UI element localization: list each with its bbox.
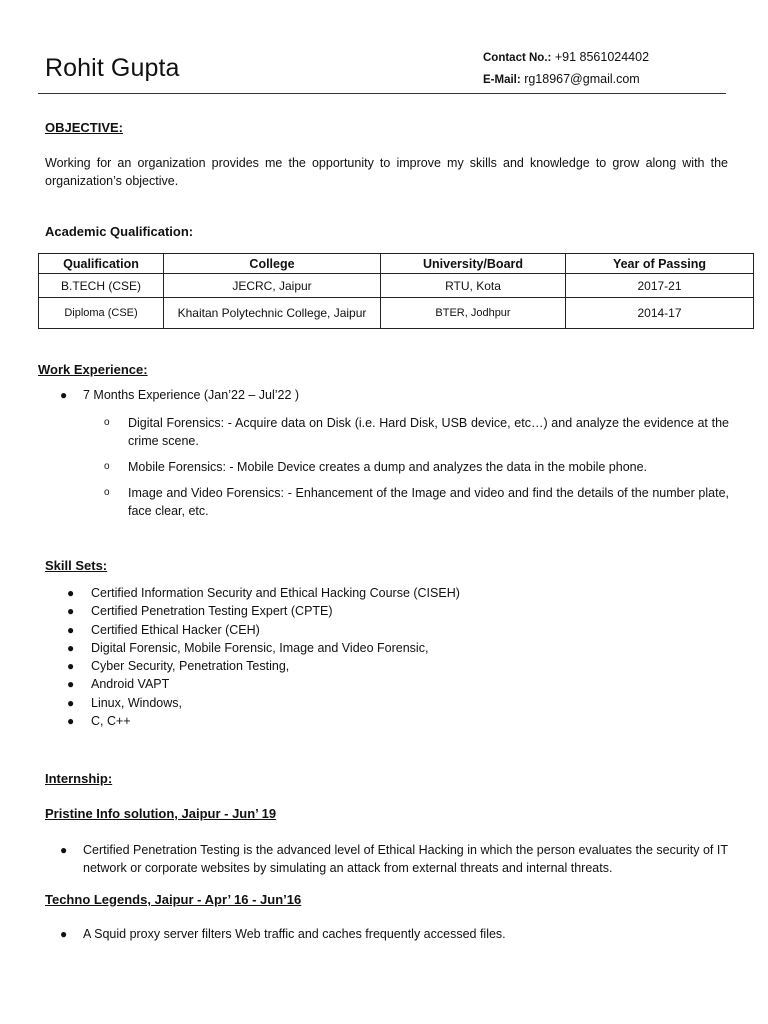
contact-email-line (483, 69, 649, 91)
internship-techno-list (60, 927, 728, 941)
objective-text: Working for an organization provides me the opportunity to improve my skills and knowledge to grow along with the organization’s objective. (45, 156, 728, 188)
skill-text: Certified Ethical Hacker (CEH) (91, 622, 260, 637)
bullet-icon: ● (67, 659, 75, 674)
column-header-college: College (164, 254, 381, 274)
skills-list (67, 584, 727, 730)
list-item (60, 841, 728, 877)
table-cell: Diploma (CSE) (39, 298, 164, 329)
table-cell: 2017-21 (566, 274, 754, 298)
column-header-university: University/Board (381, 254, 566, 274)
contact-phone-line (483, 47, 649, 69)
work-experience-heading: Work Experience: (38, 362, 148, 377)
contact-phone-label: Contact No.: (483, 52, 552, 64)
list-item (67, 602, 727, 620)
header-divider (38, 93, 726, 94)
skills-heading: Skill Sets: (45, 558, 108, 573)
list-item (67, 639, 727, 657)
circle-bullet-icon: o (104, 461, 110, 472)
work-experience-list (60, 388, 730, 402)
bullet-icon: ● (67, 586, 75, 600)
candidate-name: Rohit Gupta (45, 54, 180, 82)
skill-text: Certified Information Security and Ethical Hacking Course (CISEH) (91, 586, 460, 600)
circle-bullet-icon: o (104, 417, 110, 428)
work-subitems-list (104, 414, 729, 520)
column-header-year: Year of Passing (566, 254, 754, 274)
internship-bullet-text: Certified Penetration Testing is the advanced level of Ethical Hacking in which the person evaluates the security of IT network or corporate websites by simulating an attack from external threats and internal threats. (83, 843, 728, 875)
contact-block (483, 47, 649, 91)
table-row (39, 298, 754, 329)
internship-bullet-text: A Squid proxy server filters Web traffic and caches frequently accessed files. (83, 927, 506, 941)
table-header-row (39, 254, 754, 274)
bullet-icon: ● (60, 388, 68, 402)
column-header-qualification: Qualification (39, 254, 164, 274)
academic-heading: Academic Qualification: (45, 224, 194, 239)
bullet-icon: ● (60, 927, 68, 941)
work-subitem-text: Digital Forensics: - Acquire data on Disk (i.e. Hard Disk, USB device, etc…) and analyze the evidence at the crime scene. (128, 416, 729, 448)
bullet-icon: ● (67, 622, 75, 637)
skill-text: C, C++ (91, 714, 131, 729)
skill-text: Linux, Windows, (91, 695, 183, 710)
bullet-icon: ● (67, 604, 75, 619)
academic-table (38, 253, 754, 329)
table-cell: JECRC, Jaipur (164, 274, 381, 298)
skill-text: Android VAPT (91, 677, 170, 692)
internship-title-pristine: Pristine Info solution, Jaipur - Jun’ 19 (45, 806, 277, 821)
list-item (60, 927, 728, 941)
table-cell: B.TECH (CSE) (39, 274, 164, 298)
table-cell: Khaitan Polytechnic College, Jaipur (164, 298, 381, 329)
table-cell: RTU, Kota (381, 274, 566, 298)
contact-phone-value: +91 8561024402 (554, 50, 650, 64)
skill-text: Cyber Security, Penetration Testing, (91, 659, 290, 674)
bullet-icon: ● (67, 640, 75, 655)
list-item (104, 414, 729, 450)
table-cell: 2014-17 (566, 298, 754, 329)
table-cell: BTER, Jodhpur (381, 298, 566, 329)
list-item (67, 675, 727, 693)
bullet-icon: ● (67, 677, 75, 692)
list-item (67, 694, 727, 712)
skill-text: Digital Forensic, Mobile Forensic, Image and Video Forensic, (91, 640, 429, 655)
list-item (67, 712, 727, 730)
internship-pristine-list (60, 841, 728, 877)
bullet-icon: ● (60, 843, 68, 857)
objective-heading: OBJECTIVE: (45, 120, 124, 135)
list-item (67, 657, 727, 675)
skill-text: Certified Penetration Testing Expert (CPTE) (91, 604, 333, 619)
work-item-text: 7 Months Experience (Jan’22 – Jul’22 ) (83, 388, 300, 402)
list-item (67, 584, 727, 602)
bullet-icon: ● (67, 695, 75, 710)
circle-bullet-icon: o (104, 487, 110, 498)
list-item (67, 621, 727, 639)
table-row (39, 274, 754, 298)
contact-email-value: rg18967@gmail.com (524, 72, 640, 86)
bullet-icon: ● (67, 714, 75, 729)
work-subitem-text: Image and Video Forensics: - Enhancement of the Image and video and find the details of the number plate, face clear, etc. (128, 486, 729, 518)
list-item (104, 458, 729, 476)
internship-heading: Internship: (45, 771, 113, 786)
contact-email-label: E-Mail: (483, 74, 521, 86)
work-subitem-text: Mobile Forensics: - Mobile Device creates a dump and analyzes the data in the mobile phone. (128, 460, 648, 474)
list-item (60, 388, 730, 402)
internship-title-techno: Techno Legends, Jaipur - Apr’ 16 - Jun’16 (45, 892, 302, 907)
list-item (104, 484, 729, 520)
